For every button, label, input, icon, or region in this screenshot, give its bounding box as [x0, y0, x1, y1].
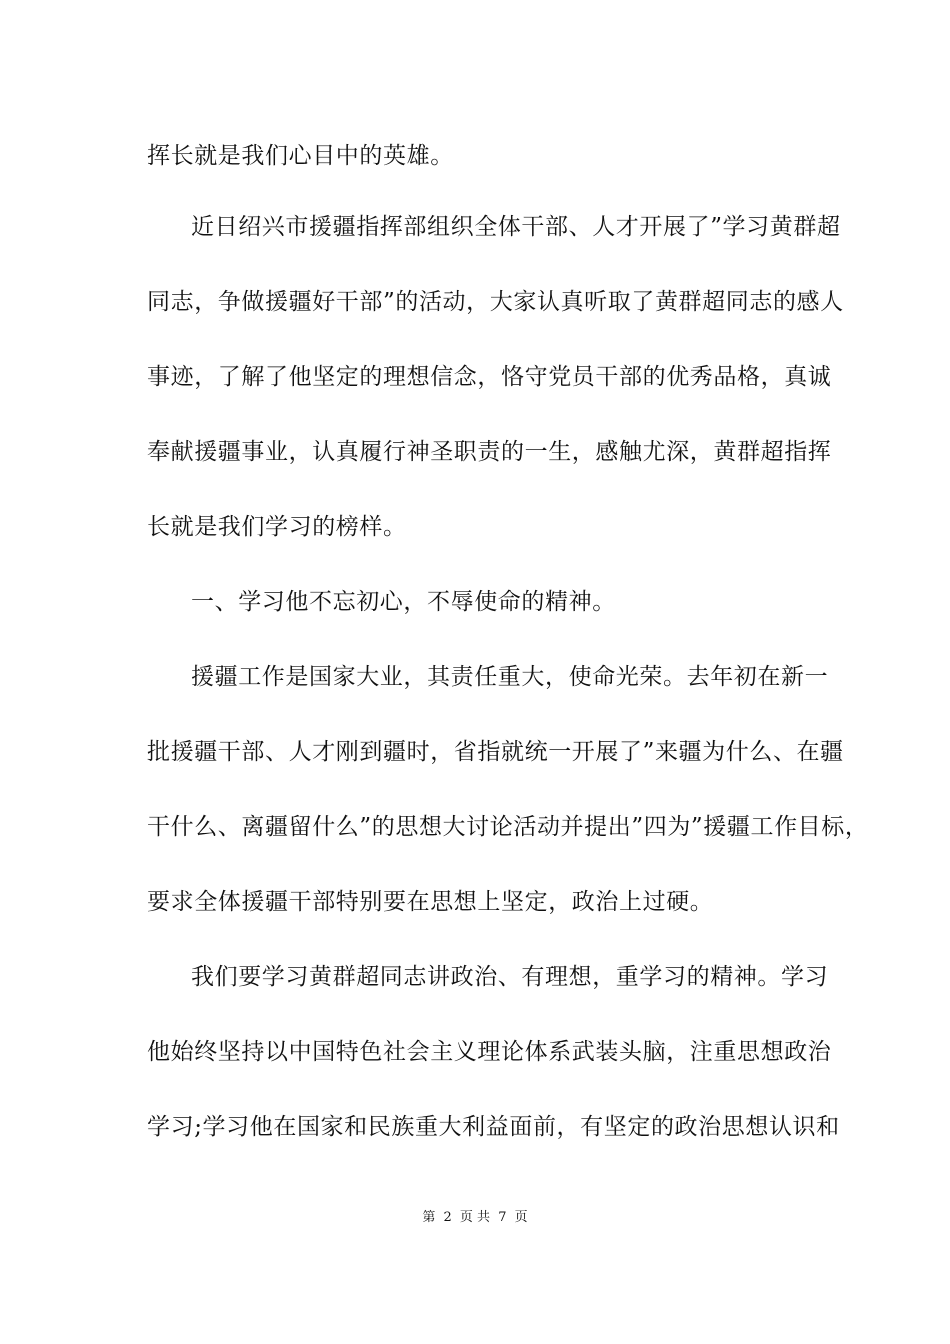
paragraph-2-line-1: 近日绍兴市援疆指挥部组织全体干部、人才开展了”学习黄群超 — [191, 214, 841, 240]
paragraph-2-line-5: 长就是我们学习的榜样。 — [147, 514, 407, 540]
paragraph-5-line-3: 学习;学习他在国家和民族重大利益面前，有坚定的政治思想认识和 — [147, 1114, 840, 1140]
footer-total-pages: 7 — [498, 1210, 507, 1225]
paragraph-1-line-1: 挥长就是我们心目中的英雄。 — [147, 143, 454, 169]
paragraph-4-line-3: 干什么、离疆留什么”的思想大讨论活动并提出”四为”援疆工作目标， — [147, 814, 869, 840]
paragraph-2-line-4: 奉献援疆事业，认真履行神圣职责的一生，感触尤深，黄群超指挥 — [147, 439, 832, 465]
paragraph-3-line-1: 一、学习他不忘初心，不辱使命的精神。 — [191, 589, 616, 615]
footer-middle: 页 共 — [459, 1210, 491, 1225]
footer-prefix: 第 — [422, 1210, 436, 1225]
paragraph-4-line-1: 援疆工作是国家大业，其责任重大，使命光荣。去年初在新一 — [191, 664, 829, 690]
footer-suffix: 页 — [514, 1210, 528, 1225]
footer-current-page: 2 — [443, 1210, 452, 1225]
paragraph-2-line-2: 同志，争做援疆好干部”的活动，大家认真听取了黄群超同志的感人 — [147, 289, 844, 315]
paragraph-2-line-3: 事迹，了解了他坚定的理想信念，恪守党员干部的优秀品格，真诚 — [147, 364, 832, 390]
paragraph-5-line-2: 他始终坚持以中国特色社会主义理论体系武装头脑，注重思想政治 — [147, 1039, 832, 1065]
paragraph-4-line-4: 要求全体援疆干部特别要在思想上坚定，政治上过硬。 — [147, 889, 714, 915]
paragraph-5-line-1: 我们要学习黄群超同志讲政治、有理想，重学习的精神。学习 — [191, 964, 829, 990]
paragraph-4-line-2: 批援疆干部、人才刚到疆时，省指就统一开展了”来疆为什么、在疆 — [147, 739, 844, 765]
page-number-footer — [0, 1208, 950, 1228]
